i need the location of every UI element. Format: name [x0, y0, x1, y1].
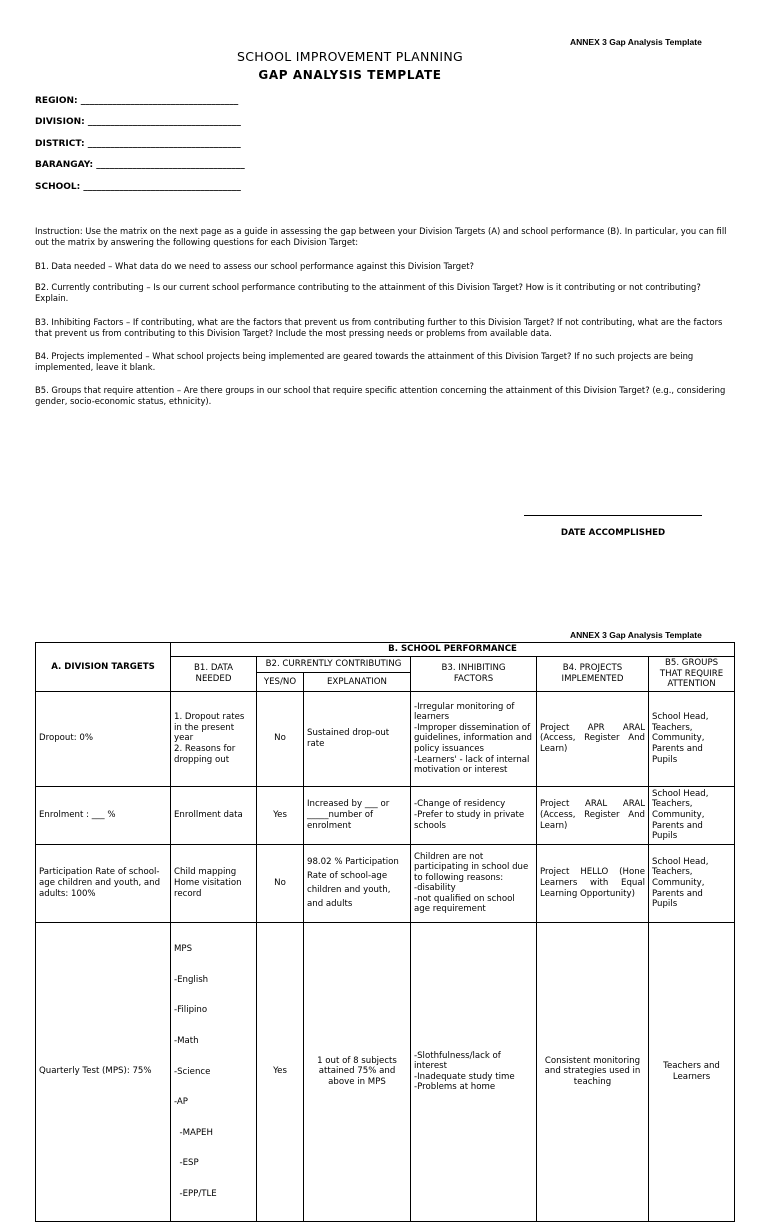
explanation-cell: Sustained drop-out rate [304, 691, 411, 786]
header-b1-line2: NEEDED [195, 673, 232, 684]
annex-label: ANNEX 3 Gap Analysis Template [570, 37, 702, 47]
inhibiting-cell [411, 922, 537, 1221]
school-field: SCHOOL: ___________________________________ [35, 182, 241, 192]
groups-line: Learners [672, 1071, 711, 1082]
data-needed-cell [171, 922, 257, 1221]
inhibiting-line: -Learners' - lack of internal motivation or interest [414, 754, 530, 776]
data-needed-line: -AP [174, 1097, 188, 1108]
signature-line [524, 515, 702, 516]
question-b1: B1. Data needed – What data do we need to assess our school performance against this Division Target? [35, 261, 475, 271]
question-b4: B4. Projects implemented – What school projects being implemented are geared towards the attainment of this Division Target? If no such projects are being implemented, leave it blank. [35, 351, 694, 372]
header-b5-line1: B5. GROUPS [664, 658, 719, 668]
header-b5-line3: ATTENTION [667, 679, 716, 690]
data-needed-line: -ESP [174, 1158, 199, 1169]
data-needed-line: Enrollment data [174, 809, 243, 820]
groups-cell [649, 922, 735, 1221]
data-needed-line: -Math [174, 1036, 199, 1047]
header-b4-line2: IMPLEMENTED [561, 673, 624, 684]
barangay-field: BARANGAY: _________________________________ [35, 160, 245, 170]
gap-analysis-table [35, 642, 735, 1222]
inhibiting-line: -Irregular monitoring of learners [414, 701, 515, 723]
data-needed-line: MPS [174, 944, 193, 955]
instruction-text: Instruction: Use the matrix on the next page as a guide in assessing the gap between your Division Targets (A) and school performance (B). In particular, you can fill out the matrix by answering the following questions for each Division Target: [35, 226, 727, 247]
data-needed-cell [171, 786, 257, 844]
header-b1-line1: B1. DATA [194, 663, 233, 674]
groups-line: Community, [652, 733, 705, 744]
groups-line: Teachers, [652, 867, 693, 878]
data-needed-line: Child mapping [174, 867, 237, 878]
data-needed-line: -EPP/TLE [174, 1189, 217, 1200]
header-school-performance: B. SCHOOL PERFORMANCE [171, 643, 735, 657]
inhibiting-line: -Prefer to study in private schools [414, 809, 525, 831]
header-b3 [411, 657, 537, 692]
groups-line: Teachers, [652, 799, 693, 810]
division-field: DIVISION: __________________________________ [35, 117, 241, 127]
groups-line: Community, [652, 877, 705, 888]
district-field: DISTRICT: __________________________________ [35, 139, 241, 149]
inhibiting-line: -Problems at home [414, 1082, 496, 1093]
groups-line: Parents and [652, 820, 703, 831]
groups-line: School Head, [652, 856, 709, 867]
header-b3-line1: B3. INHIBITING [441, 663, 506, 674]
header-b5 [649, 657, 735, 692]
projects-cell: Consistent monitoring and strategies used in teaching [537, 922, 649, 1221]
target-cell: Enrolment : ___ % [36, 786, 171, 844]
data-needed-line: -Filipino [174, 1005, 208, 1016]
groups-line: School Head, [652, 788, 709, 799]
question-b2: B2. Currently contributing – Is our current school performance contributing to the attainment of this Division Target? How is it contributing or not contributing? Explain. [35, 282, 701, 303]
explanation-cell: Increased by ___ or _____number of enrolment [304, 786, 411, 844]
groups-line: Teachers, [652, 722, 693, 733]
data-needed-cell [171, 844, 257, 922]
date-accomplished-label: DATE ACCOMPLISHED [560, 528, 666, 538]
question-b3: B3. Inhibiting Factors – If contributing, what are the factors that prevent us from contributing further to this Division Target? If not contributing, what are the factors that prevent us from contributing to this Division Target? Include the most pressing needs or problems from available data. [35, 317, 723, 338]
header-b5-line2: THAT REQUIRE [659, 668, 724, 679]
inhibiting-cell [411, 786, 537, 844]
annex-label-2: ANNEX 3 Gap Analysis Template [570, 630, 702, 640]
data-needed-line: -Science [174, 1066, 211, 1077]
target-cell: Participation Rate of school-age children and youth, and adults: 100% [36, 844, 171, 922]
groups-line: Pupils [652, 754, 678, 765]
groups-line: Pupils [652, 831, 678, 842]
header-b2: B2. CURRENTLY CONTRIBUTING [257, 657, 411, 673]
data-needed-line: -MAPEH [174, 1127, 213, 1138]
groups-line: Community, [652, 809, 705, 820]
inhibiting-line: -Slothfulness/lack of interest [414, 1050, 501, 1072]
table-row [36, 691, 735, 786]
header-explanation: EXPLANATION [304, 673, 411, 692]
projects-cell: Project ARAL ARAL (Access, Register And Learn) [537, 786, 649, 844]
inhibiting-line: -Inadequate study time [414, 1071, 515, 1082]
explanation-cell: 98.02 % Participation Rate of school-age children and youth, and adults [304, 844, 411, 922]
explanation-cell: 1 out of 8 subjects attained 75% and above in MPS [304, 922, 411, 1221]
yes-no-cell: No [257, 691, 304, 786]
table-row [36, 844, 735, 922]
header-b3-line2: FACTORS [453, 673, 494, 684]
groups-line: School Head, [652, 712, 709, 723]
header-b4 [537, 657, 649, 692]
data-needed-cell [171, 691, 257, 786]
question-b5: B5. Groups that require attention – Are there groups in our school that require specific attention concerning the attainment of this Division Target? (e.g., considering gender, socio-economic status, ethnicity). [35, 385, 726, 406]
yes-no-cell: Yes [257, 922, 304, 1221]
header-yes-no: YES/NO [257, 673, 304, 692]
groups-line: Teachers and [663, 1061, 720, 1072]
inhibiting-cell [411, 691, 537, 786]
target-cell: Quarterly Test (MPS): 75% [36, 922, 171, 1221]
projects-cell: Project HELLO (Hone Learners with Equal Learning Opportunity) [537, 844, 649, 922]
data-needed-line: -English [174, 974, 209, 985]
header-division-targets: A. DIVISION TARGETS [36, 643, 171, 692]
data-needed-line: 2. Reasons for dropping out [174, 744, 236, 765]
header-b4-line1: B4. PROJECTS [562, 663, 623, 674]
target-cell: Dropout: 0% [36, 691, 171, 786]
inhibiting-line: -Improper dissemination of guidelines, information and policy issuances [414, 722, 532, 755]
yes-no-cell: Yes [257, 786, 304, 844]
projects-cell: Project APR ARAL (Access, Register And Learn) [537, 691, 649, 786]
groups-cell [649, 786, 735, 844]
inhibiting-line: -not qualified on school age requirement [414, 893, 515, 915]
table-row [36, 922, 735, 1221]
inhibiting-line: Children are not participating in school due to following reasons: [414, 851, 529, 883]
groups-line: Pupils [652, 899, 678, 910]
groups-line: Parents and [652, 744, 703, 755]
data-needed-line: 1. Dropout rates in the present year [174, 712, 245, 744]
document-title: SCHOOL IMPROVEMENT PLANNING [237, 49, 463, 64]
groups-cell [649, 844, 735, 922]
inhibiting-line: -Change of residency [414, 799, 506, 810]
inhibiting-line: -disability [414, 883, 456, 894]
header-b1 [171, 657, 257, 692]
yes-no-cell: No [257, 844, 304, 922]
document-subtitle: GAP ANALYSIS TEMPLATE [258, 68, 442, 82]
table-row [36, 786, 735, 844]
region-field: REGION: ___________________________________ [35, 96, 239, 106]
groups-cell [649, 691, 735, 786]
data-needed-line: Home visitation record [174, 877, 242, 899]
groups-line: Parents and [652, 888, 703, 899]
inhibiting-cell [411, 844, 537, 922]
